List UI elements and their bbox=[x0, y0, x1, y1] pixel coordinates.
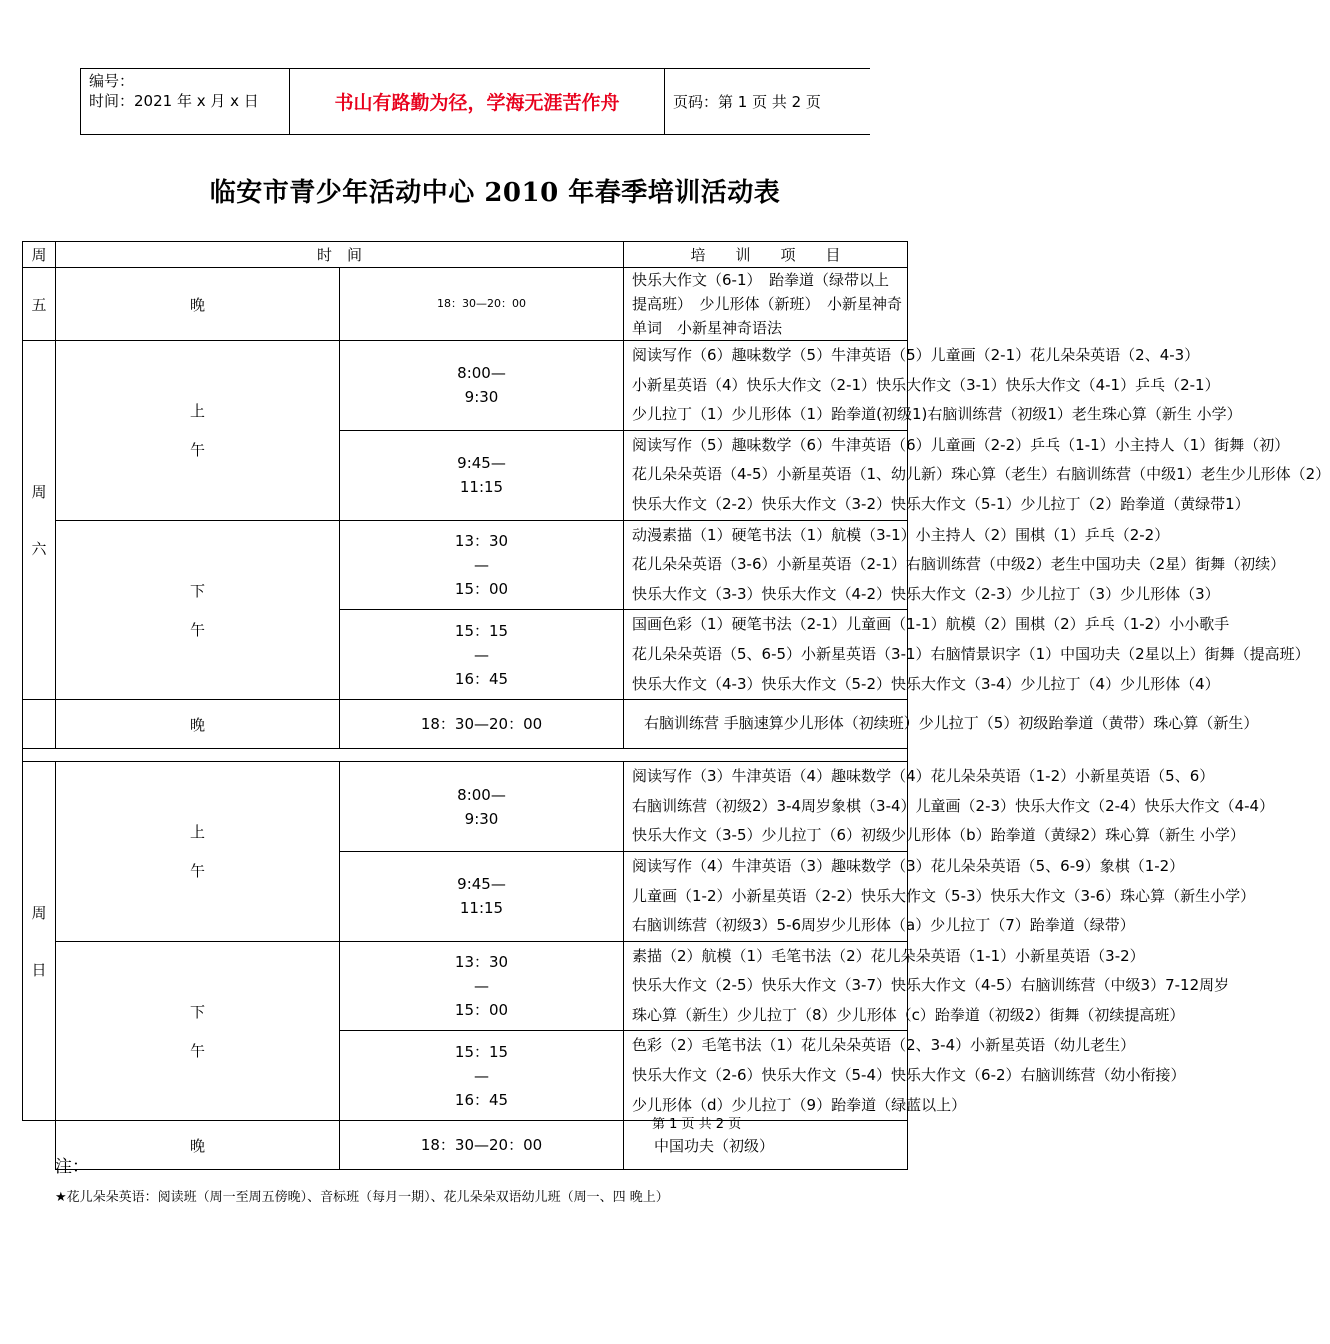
sunday-time-1 bbox=[340, 762, 624, 852]
course-item: 围棋（1） bbox=[1015, 525, 1085, 544]
course-item: 小新星英语（幼儿老生） bbox=[970, 1036, 1136, 1055]
course-item: 趣味数学（3） bbox=[831, 856, 931, 875]
sunday-am-2: 午 bbox=[189, 862, 205, 881]
course-item: 街舞（初续） bbox=[1195, 555, 1286, 574]
course-item: 跆拳道（黄绿2） bbox=[990, 826, 1106, 845]
sunday-items-2 bbox=[624, 851, 1256, 941]
course-item: 花儿朵朵英语（2、4-3） bbox=[1030, 346, 1200, 364]
course-item: 少儿形体（1） bbox=[731, 405, 832, 424]
course-item: 少儿拉丁（5）初级 bbox=[918, 714, 1049, 733]
course-item: 少儿拉丁（6）初级 bbox=[761, 826, 892, 845]
course-item: 阅读写作（4） bbox=[632, 856, 732, 875]
course-item: 跆拳道（绿带） bbox=[1029, 916, 1135, 935]
course-item: 珠心算（新生 小学） bbox=[1101, 405, 1242, 424]
course-item: 跆拳道（黄带） bbox=[1048, 714, 1154, 733]
course-item: 色彩（1） bbox=[662, 615, 732, 634]
course-item: 中国功夫（2星） bbox=[1080, 555, 1196, 574]
course-line bbox=[632, 1001, 1185, 1031]
course-item: 快乐大作文（3-5） bbox=[632, 826, 762, 845]
saturday-time-5: 18：30—20：00 bbox=[340, 700, 624, 749]
time-start: 15：15 bbox=[454, 1042, 509, 1061]
course-item: 街舞（初） bbox=[1214, 435, 1290, 454]
sunday-evening bbox=[23, 1121, 908, 1170]
course-item: 花儿朵朵英语（2、3-4） bbox=[801, 1036, 971, 1055]
course-line bbox=[632, 1061, 1186, 1091]
header-meta-cell bbox=[81, 69, 290, 135]
course-item: 小新星英语（5、6） bbox=[1075, 767, 1215, 786]
course-item: 少儿形体（c） bbox=[836, 1005, 935, 1024]
page-info: 页码：第 1 页 共 2 页 bbox=[665, 69, 871, 135]
course-item: 儿童画（1-2） bbox=[632, 886, 732, 905]
course-item: 快乐大作文（4-5） bbox=[891, 976, 1021, 995]
course-item: 色彩（2） bbox=[632, 1036, 702, 1055]
sunday-items-3 bbox=[624, 941, 1230, 1031]
course-item: 街舞（初续提高班） bbox=[1049, 1005, 1185, 1024]
course-item: 快乐大作文（2-6） bbox=[632, 1066, 762, 1085]
saturday-time-1 bbox=[340, 341, 624, 431]
course-line bbox=[632, 610, 1230, 640]
time-start: 9:45— bbox=[457, 875, 506, 894]
saturday-slot-1 bbox=[23, 341, 908, 431]
sunday-items-1 bbox=[624, 762, 1275, 852]
sunday-evening-label: 晚 bbox=[56, 1121, 340, 1170]
course-item: 珠心算（新生） bbox=[632, 1005, 738, 1024]
saturday-day-cell bbox=[23, 341, 56, 700]
course-line bbox=[632, 670, 1220, 700]
course-item: 少儿形体（a） bbox=[831, 916, 931, 935]
course-line bbox=[632, 371, 1220, 401]
course-item: 小小歌手 bbox=[1169, 615, 1230, 634]
time-start: 8:00— bbox=[457, 364, 506, 383]
course-item: 快乐大作文（2-4） bbox=[1015, 796, 1145, 815]
sunday-evening-blank bbox=[23, 1121, 56, 1170]
course-item: 少儿拉丁（7） bbox=[930, 916, 1030, 935]
course-item: 快乐大作文（2-5） bbox=[632, 976, 762, 995]
course-item: 跆拳道(初级1) bbox=[831, 405, 928, 424]
course-item: 国画 bbox=[632, 615, 663, 634]
saturday-slot-3 bbox=[23, 520, 908, 610]
friday-time: 18：30—20：00 bbox=[340, 268, 624, 341]
course-item: 中国功夫（2星以上） bbox=[1060, 644, 1205, 663]
course-item: 小新星英语（3-2） bbox=[1015, 946, 1145, 965]
saturday-pm-cell bbox=[56, 520, 340, 700]
time-dash: — bbox=[474, 555, 489, 574]
course-item: 珠心算（新生） bbox=[1153, 714, 1259, 733]
sunday-day-1: 周 bbox=[31, 904, 47, 923]
course-item: 乒乓（1-1） bbox=[1030, 435, 1115, 454]
course-item: 少儿拉丁（2） bbox=[1020, 494, 1121, 513]
course-item: 街舞（提高班） bbox=[1204, 644, 1310, 663]
course-item: 花儿朵朵英语（4-5） bbox=[632, 465, 777, 484]
course-item: 小新星英语（1、幼儿新） bbox=[776, 465, 952, 484]
course-item: 趣味数学（4） bbox=[831, 767, 931, 786]
time-end: 11:15 bbox=[459, 478, 504, 497]
course-item: 少儿形体（4） bbox=[1120, 674, 1220, 693]
course-item: 快乐大作文（2-1） bbox=[746, 375, 877, 394]
course-item: 毛笔书法（2） bbox=[771, 946, 871, 965]
saturday-pm-2: 午 bbox=[189, 620, 205, 639]
sunday-items-5: 中国功夫（初级） bbox=[624, 1121, 908, 1170]
course-item: 右脑情景识字（1） bbox=[930, 644, 1061, 663]
course-item: 少儿形体（3） bbox=[1120, 584, 1220, 603]
spacer-cell bbox=[23, 749, 908, 762]
course-item: 快乐大作文（3-7） bbox=[761, 976, 892, 995]
sunday-day-cell bbox=[23, 762, 56, 1121]
course-line bbox=[632, 821, 1245, 851]
course-item: 跆拳道（绿蓝以上） bbox=[831, 1095, 967, 1114]
time-end: 16：45 bbox=[454, 669, 509, 688]
course-item: 小主持人（1） bbox=[1114, 435, 1215, 454]
course-item: 乒乓（2-1） bbox=[1135, 375, 1220, 394]
course-line bbox=[632, 762, 1215, 792]
course-item: 右脑训练营（初级2）3-4周岁 bbox=[632, 796, 832, 815]
saturday-items-4 bbox=[624, 610, 1310, 700]
course-line bbox=[632, 971, 1230, 1001]
sunday-time-2 bbox=[340, 851, 624, 941]
time-end: 11:15 bbox=[459, 899, 504, 918]
time-start: 9:45— bbox=[457, 454, 506, 473]
course-line bbox=[632, 400, 1242, 430]
course-item: 花儿朵朵英语（1-2） bbox=[930, 767, 1076, 786]
slogan: 书山有路勤为径，学海无涯苦作舟 bbox=[290, 69, 665, 135]
course-item: 牛津英语（6） bbox=[831, 435, 931, 454]
schedule-table bbox=[22, 241, 1330, 1170]
course-item: 航模（2） bbox=[945, 615, 1016, 634]
course-item: 少儿形体（b） bbox=[891, 826, 991, 845]
course-item: 快乐大作文（3-1） bbox=[876, 375, 1006, 394]
course-item: 少儿形体（初续班） bbox=[783, 714, 919, 733]
course-item: 右脑训练营（初级3）5-6周岁 bbox=[632, 916, 832, 935]
course-item: 趣味数学（5） bbox=[731, 346, 832, 364]
saturday-items-3 bbox=[624, 520, 1286, 610]
saturday-pm-1: 下 bbox=[189, 581, 205, 600]
course-item: 快乐大作文（5-2） bbox=[761, 674, 892, 693]
course-item: 小新星英语（2-1） bbox=[776, 555, 907, 574]
course-item: 右脑训练营（中级1）老生 bbox=[1056, 465, 1231, 484]
course-item: 象棋（3-4） bbox=[831, 796, 916, 815]
time-dash: — bbox=[474, 1066, 489, 1085]
sunday-slot-1 bbox=[23, 762, 908, 852]
notes-label: 注： bbox=[55, 1157, 89, 1177]
saturday-evening bbox=[23, 700, 908, 749]
course-item: 少儿拉丁（4） bbox=[1020, 674, 1121, 693]
course-item: 少儿拉丁（8） bbox=[737, 1005, 837, 1024]
saturday-items-1 bbox=[624, 341, 1242, 431]
course-item: 牛津英语（3） bbox=[731, 856, 832, 875]
course-item: 快乐大作文（2-3） bbox=[891, 584, 1021, 603]
time-end: 15：00 bbox=[454, 1001, 509, 1020]
course-line bbox=[632, 1031, 1136, 1061]
course-item: 小新星英语（4） bbox=[632, 375, 747, 394]
friday-row bbox=[23, 268, 908, 341]
saturday-time-2 bbox=[340, 430, 624, 520]
course-item: 快乐大作文（2-2） bbox=[632, 494, 762, 513]
course-item: 右脑训练营（中级3）7-12周岁 bbox=[1020, 976, 1230, 995]
sunday-pm-2: 午 bbox=[189, 1041, 205, 1060]
course-line bbox=[632, 521, 1170, 551]
sunday-time-3 bbox=[340, 941, 624, 1031]
course-item: 儿童画（2-2） bbox=[930, 435, 1031, 454]
sunday-time-5: 18：30—20：00 bbox=[340, 1121, 624, 1170]
course-line bbox=[632, 852, 1185, 882]
course-line bbox=[632, 460, 1330, 490]
course-item: 花儿朵朵英语（1-1） bbox=[870, 946, 1016, 965]
doc-number-label: 编号： bbox=[89, 72, 135, 90]
friday-items: 快乐大作文（6-1） 跆拳道（绿带以上提高班） 少儿形体（新班） 小新星神奇单词 小新星神奇语法 bbox=[624, 268, 908, 341]
saturday-evening-blank bbox=[23, 700, 56, 749]
course-line bbox=[632, 431, 1290, 461]
note-line: ★花儿朵朵英语：阅读班（周一至周五傍晚）、音标班（每月一期）、花儿朵朵双语幼儿班（周一、四 晚上） bbox=[55, 1190, 669, 1205]
friday-evening-label: 晚 bbox=[56, 268, 340, 341]
course-item: 快乐大作文（5-4） bbox=[761, 1066, 892, 1085]
course-item: 阅读写作（6） bbox=[632, 346, 732, 364]
course-item: 右脑训练营（初级1）老生 bbox=[927, 405, 1102, 424]
sunday-pm-1: 下 bbox=[189, 1002, 205, 1021]
course-item: 右脑训练营（幼小衔接） bbox=[1020, 1066, 1186, 1085]
saturday-evening-label: 晚 bbox=[56, 700, 340, 749]
course-item: 乒乓（1-2） bbox=[1084, 615, 1170, 634]
course-item: 少儿拉丁（3） bbox=[1020, 584, 1121, 603]
course-item: 小新星英语（3-1） bbox=[801, 644, 931, 663]
course-item: 素描（1） bbox=[662, 525, 732, 544]
course-line bbox=[632, 341, 1200, 371]
course-item: 快乐大作文（3-2） bbox=[761, 494, 892, 513]
course-line bbox=[632, 709, 1259, 739]
course-item: 跆拳道（初级2） bbox=[934, 1005, 1050, 1024]
sunday-time-4 bbox=[340, 1031, 624, 1121]
course-item: 阅读写作（3） bbox=[632, 767, 732, 786]
course-item: 快乐大作文（4-4） bbox=[1144, 796, 1275, 815]
course-item: 硬笔书法（1） bbox=[731, 525, 832, 544]
course-item: 珠心算（老生） bbox=[951, 465, 1057, 484]
course-item: 小新星英语（2-2） bbox=[731, 886, 862, 905]
saturday-am-cell bbox=[56, 341, 340, 521]
course-item: 右脑训练营（中级2）老生 bbox=[906, 555, 1081, 574]
course-line bbox=[632, 550, 1286, 580]
course-item: 乒乓（2-2） bbox=[1084, 525, 1170, 544]
saturday-items-2 bbox=[624, 430, 1330, 520]
saturday-am-1: 上 bbox=[189, 402, 205, 421]
course-item: 珠心算（新生 小学） bbox=[1105, 826, 1245, 845]
saturday-day-2: 六 bbox=[31, 540, 47, 559]
header-table bbox=[80, 68, 870, 135]
course-item: 牛津英语（5） bbox=[831, 346, 931, 364]
sunday-am-1: 上 bbox=[189, 823, 205, 842]
course-line bbox=[632, 792, 1275, 822]
course-item: 快乐大作文（6-2） bbox=[891, 1066, 1021, 1085]
course-item: 花儿朵朵英语（5、6-5） bbox=[632, 644, 802, 663]
time-start: 13：30 bbox=[454, 953, 509, 972]
time-end: 15：00 bbox=[454, 579, 509, 598]
saturday-am-2: 午 bbox=[189, 441, 205, 460]
sunday-am-cell bbox=[56, 762, 340, 942]
saturday-time-4 bbox=[340, 610, 624, 700]
sunday-slot-3 bbox=[23, 941, 908, 1031]
sunday-day-2: 日 bbox=[31, 961, 47, 980]
course-item: 航模（1） bbox=[701, 946, 772, 965]
time-end: 9:30 bbox=[464, 809, 499, 828]
course-item: 儿童画（2-1） bbox=[930, 346, 1031, 364]
course-item: 少儿拉丁（1） bbox=[632, 405, 732, 424]
course-item: 快乐大作文（5-1） bbox=[891, 494, 1021, 513]
course-line bbox=[632, 911, 1135, 941]
course-item: 儿童画（2-3） bbox=[915, 796, 1016, 815]
course-item: 趣味数学（6） bbox=[731, 435, 832, 454]
time-dash: — bbox=[474, 645, 489, 664]
course-item: 快乐大作文（4-3） bbox=[632, 674, 762, 693]
course-item: 快乐大作文（5-3） bbox=[861, 886, 991, 905]
course-item: 小主持人（2） bbox=[915, 525, 1016, 544]
course-item: 花儿朵朵英语（5、6-9） bbox=[930, 856, 1100, 875]
course-item: 围棋（2） bbox=[1015, 615, 1085, 634]
page-title: 临安市青少年活动中心 2010 年春季培训活动表 bbox=[209, 178, 781, 208]
doc-date-label: 时间：2021 年 x 月 x 日 bbox=[89, 92, 259, 110]
course-item: 右脑训练营 手脑速算 bbox=[644, 714, 784, 733]
course-item: 快乐大作文（4-2） bbox=[761, 584, 892, 603]
time-start: 8:00— bbox=[457, 785, 506, 804]
time-start: 13：30 bbox=[454, 531, 509, 550]
header-items: 培 训 项 目 bbox=[624, 242, 908, 268]
course-item: 少儿形体（d） bbox=[632, 1095, 732, 1114]
course-line bbox=[632, 490, 1250, 520]
page-footer: 第 1 页 共 2 页 bbox=[652, 1117, 742, 1132]
course-item: 快乐大作文（3-4） bbox=[891, 674, 1021, 693]
header-day: 周 bbox=[23, 242, 56, 268]
course-item: 儿童画（1-1） bbox=[846, 615, 946, 634]
friday-day: 五 bbox=[23, 268, 56, 341]
saturday-day-1: 周 bbox=[31, 483, 47, 502]
course-item: 毛笔书法（1） bbox=[701, 1036, 802, 1055]
time-start: 15：15 bbox=[454, 621, 509, 640]
header-time: 时 间 bbox=[56, 242, 624, 268]
time-dash: — bbox=[474, 977, 489, 996]
sunday-items-4 bbox=[624, 1031, 1186, 1121]
course-item: 航模（3-1） bbox=[831, 525, 916, 544]
table-header-row bbox=[23, 242, 908, 268]
time-end: 16：45 bbox=[454, 1090, 509, 1109]
course-item: 牛津英语（4） bbox=[731, 767, 832, 786]
course-item: 硬笔书法（2-1） bbox=[731, 615, 847, 634]
course-item: 快乐大作文（3-6） bbox=[990, 886, 1121, 905]
course-item: 动漫 bbox=[632, 525, 663, 544]
course-item: 少儿拉丁（9） bbox=[731, 1095, 832, 1114]
course-item: 快乐大作文（4-1） bbox=[1005, 375, 1136, 394]
course-item: 花儿朵朵英语（3-6） bbox=[632, 555, 777, 574]
course-item: 素描（2） bbox=[632, 946, 702, 965]
saturday-items-5 bbox=[624, 700, 1259, 749]
time-end: 9:30 bbox=[464, 388, 499, 407]
course-line bbox=[632, 580, 1220, 610]
spacer-row bbox=[23, 749, 908, 762]
course-item: 珠心算（新生小学） bbox=[1120, 886, 1256, 905]
course-item: 象棋（1-2） bbox=[1099, 856, 1185, 875]
course-item: 少儿形体（2） bbox=[1230, 465, 1330, 484]
course-line bbox=[632, 942, 1145, 972]
sunday-pm-cell bbox=[56, 941, 340, 1121]
course-line bbox=[632, 882, 1256, 912]
course-item: 快乐大作文（3-3） bbox=[632, 584, 762, 603]
course-line bbox=[632, 640, 1310, 670]
course-item: 跆拳道（黄绿带1） bbox=[1120, 494, 1250, 513]
saturday-time-3 bbox=[340, 520, 624, 610]
course-item: 阅读写作（5） bbox=[632, 435, 732, 454]
